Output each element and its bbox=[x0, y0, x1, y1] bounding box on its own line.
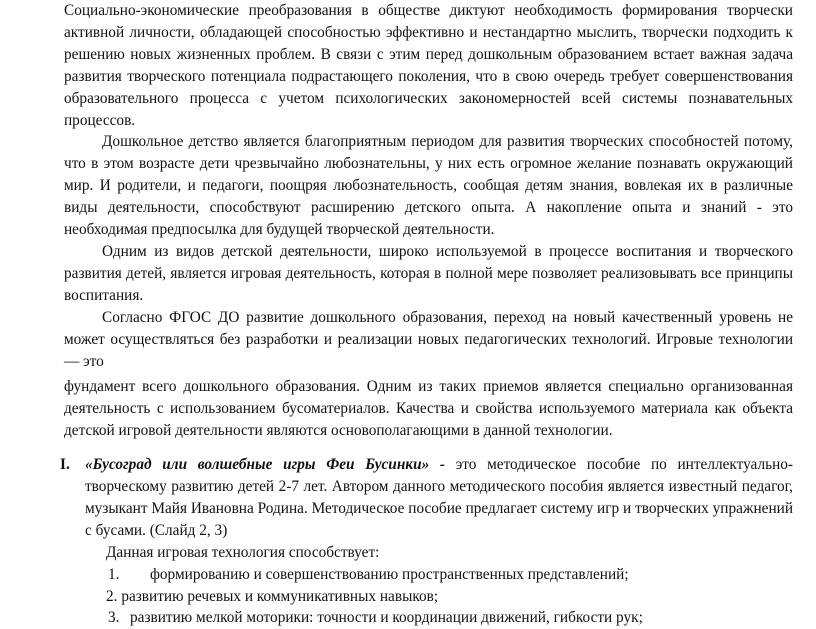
list-item-text: развитию речевых и коммуникативных навыков; bbox=[121, 587, 439, 605]
list-item bbox=[64, 564, 793, 586]
paragraph-3: Одним из видов детской деятельности, широко используемой в процессе воспитания и творческого развития детей, является игровая деятельность, которая в полной мере позволяет реализовывать все принципы воспитания. bbox=[64, 242, 793, 304]
section-numeral: I. bbox=[60, 456, 70, 474]
paragraph-4: Согласно ФГОС ДО развитие дошкольного образования, переход на новый качественный уровень не может осуществляться без разработки и реализации новых педагогических технологий. Игровые технологии — это bbox=[64, 308, 793, 370]
list-item-number: 3. bbox=[108, 609, 120, 627]
list-item-number: 2. bbox=[106, 587, 118, 605]
paragraph-1: Социально-экономические преобразования в обществе диктуют необходимость формирования творчески активной личности, обладающей способностью эффективно и нестандартно мыслить, творчески подходить к решению новых жизненных проблем. В связи с этим перед дошкольным образованием встает важная задача развития творческого потенциала подрастающего поколения, что в свою очередь требует совершенствования образовательного процесса с учетом психологических закономерностей всей системы познавательных процессов. bbox=[64, 2, 793, 129]
document-page bbox=[60, 0, 794, 629]
list-item-text: развитию мелкой моторики: точности и координации движений, гибкости рук; bbox=[130, 609, 643, 627]
list-item bbox=[64, 607, 793, 629]
section-heading bbox=[60, 454, 794, 542]
list-item-text: формированию и совершенствованию пространственных представлений; bbox=[150, 565, 629, 583]
section-title: «Бусоград или волшебные игры Феи Бусинки» - bbox=[85, 456, 446, 474]
section-text: это методическое пособие по интеллектуально-творческому развитию детей 2-7 лет. Автором данного методического пособия является известный педагог, музыкант Майя Ивановна Родина. Методическое пособие предлагает систему игр и творческих упражнений с бусами. (Слайд 2, 3) bbox=[85, 456, 794, 539]
list-item-number: 1. bbox=[108, 565, 120, 583]
list-intro: Данная игровая технология способствует: bbox=[106, 543, 380, 561]
paragraph-5: фундамент всего дошкольного образования. Одним из таких приемов является специально организованная деятельность с использованием бусоматериалов. Качества и свойства используемого материала как объекта детской игровой деятельности являются основополагающими в данной технологии. bbox=[64, 378, 793, 440]
benefits-list bbox=[64, 564, 793, 629]
paragraph-2: Дошкольное детство является благоприятным периодом для развития творческих способностей потому, что в этом возрасте дети чрезвычайно любознательны, у них есть огромное желание познавать окружающий мир. И родители, и педагоги, поощряя любознательность, сообщая детям знания, вовлекая их в различные виды деятельности, способствуют расширению детского опыта. А накопление опыта и знаний - это необходимая предпосылка для будущей творческой деятельности. bbox=[64, 133, 793, 239]
list-item bbox=[64, 586, 793, 608]
section-paragraph bbox=[64, 454, 793, 542]
